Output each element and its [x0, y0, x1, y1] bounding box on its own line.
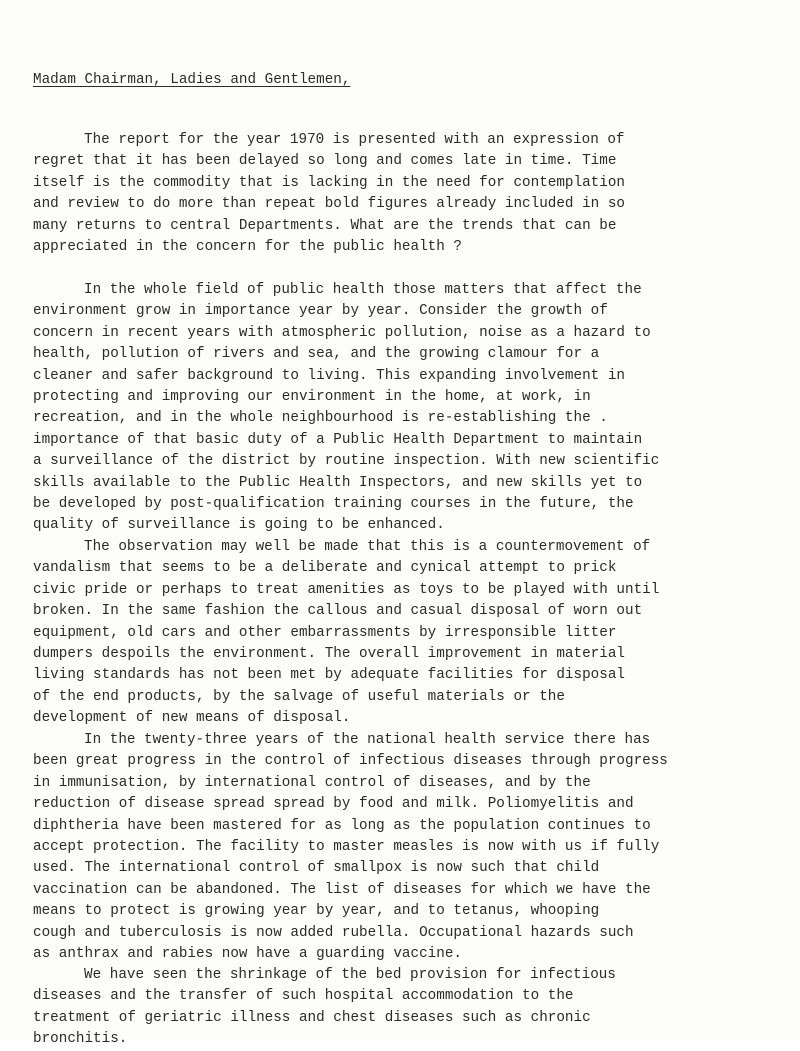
- paragraph-line: and review to do more than repeat bold figures already included in so: [33, 196, 625, 213]
- paragraph-line: used. The international control of smallpox is now such that child: [33, 860, 600, 877]
- paragraph-line: diphtheria have been mastered for as long as the population continues to: [33, 817, 651, 834]
- paragraph-line: The observation may well be made that this is a countermovement of: [84, 539, 651, 555]
- paragraph-report-delay: [33, 130, 773, 258]
- paragraph-line: living standards has not been met by adequate facilities for disposal: [33, 667, 625, 684]
- paragraph-line: In the whole field of public health those matters that affect the: [84, 282, 642, 298]
- paragraph-line: quality of surveillance is going to be enhanced.: [33, 517, 445, 534]
- paragraph-line: equipment, old cars and other embarrassments by irresponsible litter: [33, 624, 617, 641]
- paragraph-line: bronchitis.: [33, 1031, 128, 1048]
- paragraph-line: vaccination can be abandoned. The list of diseases for which we have the: [33, 881, 651, 898]
- paragraph-line: regret that it has been delayed so long and comes late in time. Time: [33, 153, 617, 170]
- paragraph-line: many returns to central Departments. What are the trends that can be: [33, 217, 617, 234]
- paragraph-line: diseases and the transfer of such hospital accommodation to the: [33, 988, 574, 1005]
- paragraph-line: in immunisation, by international control of diseases, and by the: [33, 774, 591, 791]
- paragraph-line: vandalism that seems to be a deliberate and cynical attempt to prick: [33, 560, 617, 577]
- paragraph-line: recreation, and in the whole neighbourhood is re-establishing the .: [33, 410, 608, 427]
- paragraph-line: broken. In the same fashion the callous and casual disposal of worn out: [33, 603, 643, 620]
- paragraph-line: importance of that basic duty of a Public Health Department to maintain: [33, 431, 643, 448]
- paragraph-line: We have seen the shrinkage of the bed provision for infectious: [84, 967, 616, 983]
- paragraph-line: cleaner and safer background to living. This expanding involvement in: [33, 367, 625, 384]
- paragraph-line: civic pride or perhaps to treat amenities as toys to be played with until: [33, 581, 660, 598]
- paragraph-line: reduction of disease spread spread by food and milk. Poliomyelitis and: [33, 796, 634, 813]
- paragraph-infectious-diseases: [33, 730, 773, 965]
- paragraph-line: of the end products, by the salvage of useful materials or the: [33, 688, 565, 705]
- paragraph-vandalism: [33, 537, 773, 730]
- salutation-heading: Madam Chairman, Ladies and Gentlemen,: [33, 72, 351, 88]
- paragraph-line: In the twenty-three years of the national health service there has: [84, 732, 651, 748]
- paragraph-line: means to protect is growing year by year, and to tetanus, whooping: [33, 903, 600, 920]
- paragraph-environment: [33, 280, 773, 537]
- paragraph-line: be developed by post-qualification training courses in the future, the: [33, 496, 634, 513]
- paragraph-line: been great progress in the control of infectious diseases through progress: [33, 753, 668, 770]
- paragraph-line: accept protection. The facility to master measles is now with us if fully: [33, 839, 660, 856]
- paragraph-line: a surveillance of the district by routine inspection. With new scientific: [33, 453, 660, 470]
- paragraph-line: as anthrax and rabies now have a guarding vaccine.: [33, 946, 462, 963]
- paragraph-line: itself is the commodity that is lacking in the need for contemplation: [33, 174, 625, 191]
- paragraph-line: concern in recent years with atmospheric pollution, noise as a hazard to: [33, 324, 651, 341]
- paragraph-line: dumpers despoils the environment. The overall improvement in material: [33, 646, 625, 663]
- paragraph-line: protecting and improving our environment in the home, at work, in: [33, 389, 591, 406]
- paragraph-line: appreciated in the concern for the public health ?: [33, 239, 462, 256]
- paragraph-line: health, pollution of rivers and sea, and the growing clamour for a: [33, 346, 600, 363]
- paragraph-line: development of new means of disposal.: [33, 710, 351, 727]
- paragraph-line: skills available to the Public Health Inspectors, and new skills yet to: [33, 474, 643, 491]
- paragraph-line: environment grow in importance year by year. Consider the growth of: [33, 303, 608, 320]
- paragraph-line: cough and tuberculosis is now added rubella. Occupational hazards such: [33, 924, 634, 941]
- paragraph-line: treatment of geriatric illness and chest diseases such as chronic: [33, 1009, 591, 1026]
- paragraph-line: The report for the year 1970 is presented with an expression of: [84, 132, 625, 148]
- paragraph-bed-provision: [33, 965, 773, 1051]
